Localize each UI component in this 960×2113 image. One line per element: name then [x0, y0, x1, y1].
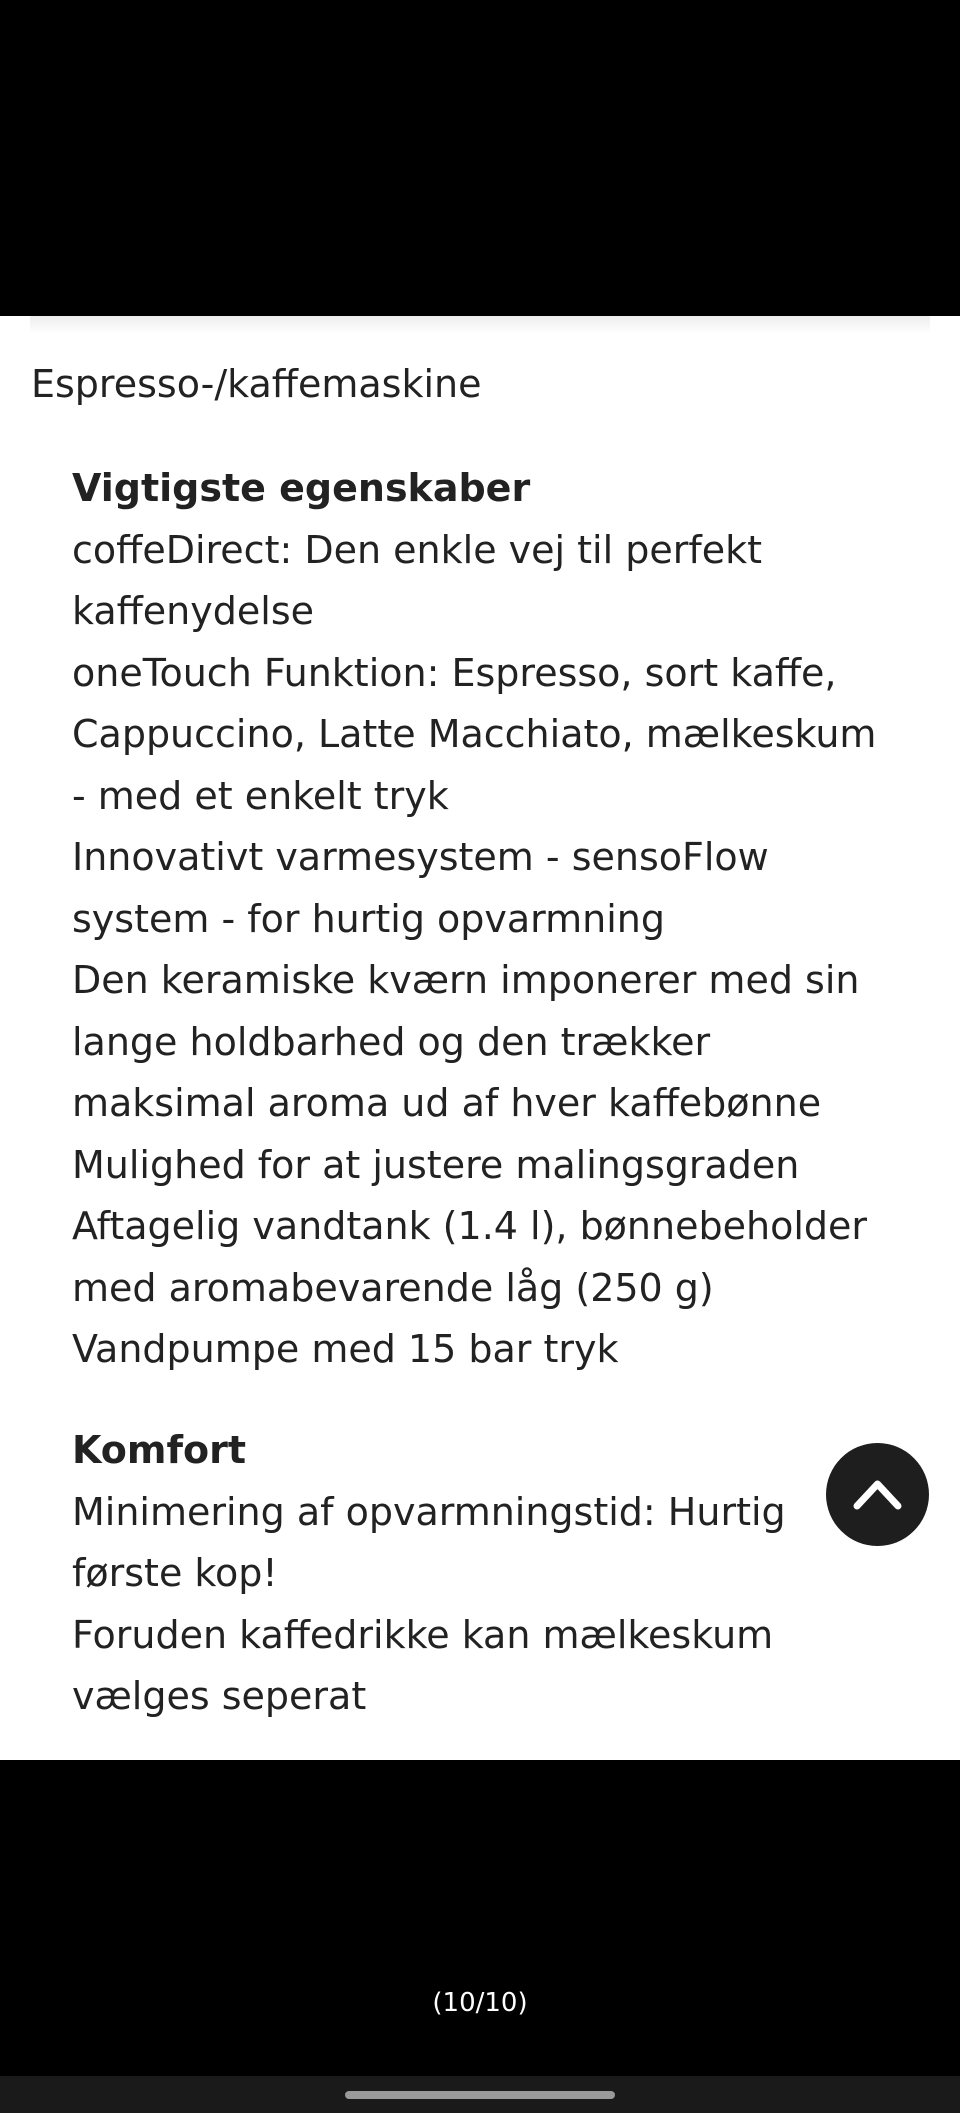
feature-item: Vandpumpe med 15 bar tryk: [72, 1327, 619, 1371]
feature-item: Aftagelig vandtank (1.4 l), bønnebeholder med aromabevarende låg (250 g): [72, 1204, 867, 1310]
comfort-list: [72, 1482, 902, 1728]
scroll-to-top-button[interactable]: [826, 1443, 929, 1546]
feature-item: oneTouch Funktion: Espresso, sort kaffe, Cappuccino, Latte Macchiato, mælkeskum - med et enkelt tryk: [72, 650, 877, 818]
comfort-heading: Komfort: [72, 1428, 247, 1472]
feature-item: Innovativt varmesystem - sensoFlow system - for hurtig opvarmning: [72, 835, 769, 941]
page-counter: (10/10): [432, 1988, 528, 2018]
feature-item: Mulighed for at justere malingsgraden: [72, 1142, 800, 1187]
product-category: Espresso-/kaffemaskine: [31, 362, 482, 406]
comfort-item: Foruden kaffedrikke kan mælkeskum vælges seperat: [72, 1612, 774, 1718]
system-navigation-bar: [0, 2076, 960, 2113]
chevron-up-icon: [853, 1474, 902, 1514]
card-top-shadow: [30, 316, 930, 334]
gesture-handle[interactable]: [345, 2091, 615, 2099]
product-description-card: [0, 316, 960, 1760]
feature-item: coffeDirect: Den enkle vej til perfekt kaffenydelse: [72, 527, 763, 633]
features-list: [72, 520, 902, 1381]
features-section: [72, 458, 902, 1381]
feature-item: Den keramiske kværn imponerer med sin lange holdbarhed og den trækker maksimal aroma ud af hver kaffebønne: [72, 958, 860, 1125]
comfort-section: [72, 1420, 902, 1728]
features-heading: Vigtigste egenskaber: [72, 466, 531, 510]
comfort-item: Minimering af opvarmningstid: Hurtig første kop!: [72, 1489, 786, 1595]
